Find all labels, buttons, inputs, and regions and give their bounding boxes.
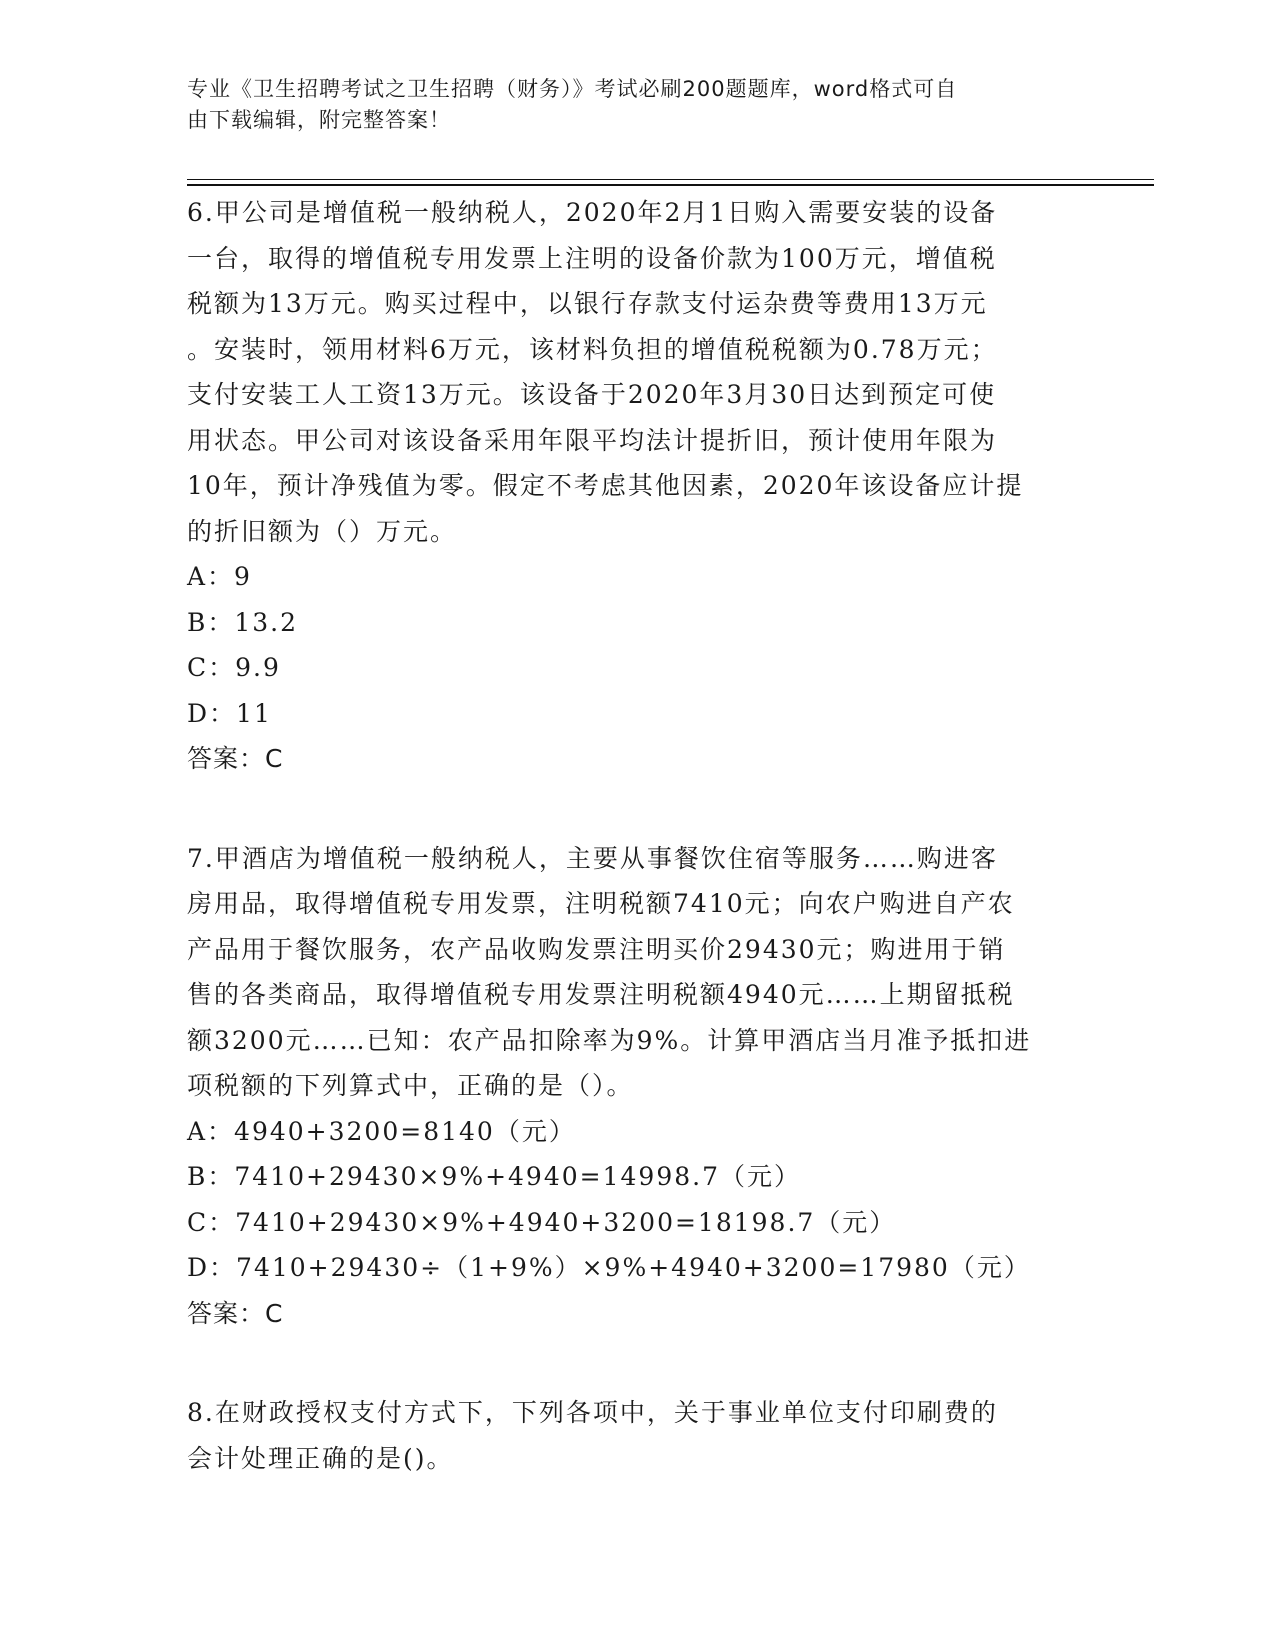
question-7 (187, 836, 1087, 1337)
question-6-option-d: D：11 (187, 698, 272, 728)
question-6-answer: 答案：C (187, 744, 284, 773)
question-7-answer: 答案：C (187, 1298, 284, 1328)
question-7-stem-line: 额3200元……已知：农产品扣除率为9%。计算甲酒店当月准予抵扣进 (187, 1025, 1032, 1055)
question-7-stem-line: 产品用于餐饮服务，农产品收购发票注明买价29430元；购进用于销 (187, 934, 1006, 964)
question-6 (187, 190, 1087, 782)
question-7-stem-line: 项税额的下列算式中，正确的是（）。 (187, 1071, 634, 1100)
question-7-option-d: D：7410+29430÷（1+9%）×9%+4940+3200=17980（元） (187, 1253, 1031, 1282)
question-8-stem-line: 会计处理正确的是()。 (187, 1443, 454, 1473)
question-7-stem-line: 房用品，取得增值税专用发票，注明税额7410元；向农户购进自产农 (187, 889, 1015, 918)
question-spacer (187, 782, 1087, 836)
question-6-option-b: B：13.2 (187, 607, 299, 637)
question-6-stem-line: 10年，预计净残值为零。假定不考虑其他因素，2020年该设备应计提 (187, 471, 1024, 500)
header-line-2: 由下载编辑，附完整答案！ (187, 108, 451, 132)
header-divider-thin (187, 179, 1154, 180)
question-6-stem-line: 6.甲公司是增值税一般纳税人，2020年2月1日购入需要安装的设备 (187, 198, 998, 227)
question-6-stem-line: 支付安装工人工资13万元。该设备于2020年3月30日达到预定可使 (187, 380, 997, 409)
question-6-stem-line: 。安装时，领用材料6万元，该材料负担的增值税税额为0.78万元； (187, 334, 998, 364)
question-6-stem-line: 的折旧额为（）万元。 (187, 516, 458, 546)
question-6-stem-line: 用状态。甲公司对该设备采用年限平均法计提折旧，预计使用年限为 (187, 425, 998, 455)
question-6-option-a: A：9 (187, 562, 252, 591)
header-line-1: 专业《卫生招聘考试之卫生招聘（财务）》考试必刷200题题库，word格式可自 (187, 77, 958, 101)
question-spacer (187, 1336, 1087, 1390)
document-header (187, 74, 1087, 136)
question-6-option-c: C：9.9 (187, 653, 281, 682)
question-7-stem-line: 售的各类商品，取得增值税专用发票注明税额4940元……上期留抵税 (187, 980, 1015, 1009)
question-7-option-c: C：7410+29430×9%+4940+3200=18198.7（元） (187, 1207, 897, 1237)
question-7-stem-line: 7.甲酒店为增值税一般纳税人，主要从事餐饮住宿等服务……购进客 (187, 843, 998, 873)
question-7-option-a: A：4940+3200=8140（元） (187, 1116, 576, 1146)
question-6-stem-line: 一台，取得的增值税专用发票上注明的设备价款为100万元，增值税 (187, 243, 997, 273)
question-8-stem-line: 8.在财政授权支付方式下，下列各项中，关于事业单位支付印刷费的 (187, 1398, 998, 1427)
question-7-option-b: B：7410+29430×9%+4940=14998.7（元） (187, 1162, 801, 1191)
question-8 (187, 1390, 1087, 1481)
question-6-stem-line: 税额为13万元。购买过程中，以银行存款支付运杂费等费用13万元 (187, 289, 988, 318)
header-divider-thick (187, 184, 1154, 186)
question-list (187, 190, 1087, 1481)
